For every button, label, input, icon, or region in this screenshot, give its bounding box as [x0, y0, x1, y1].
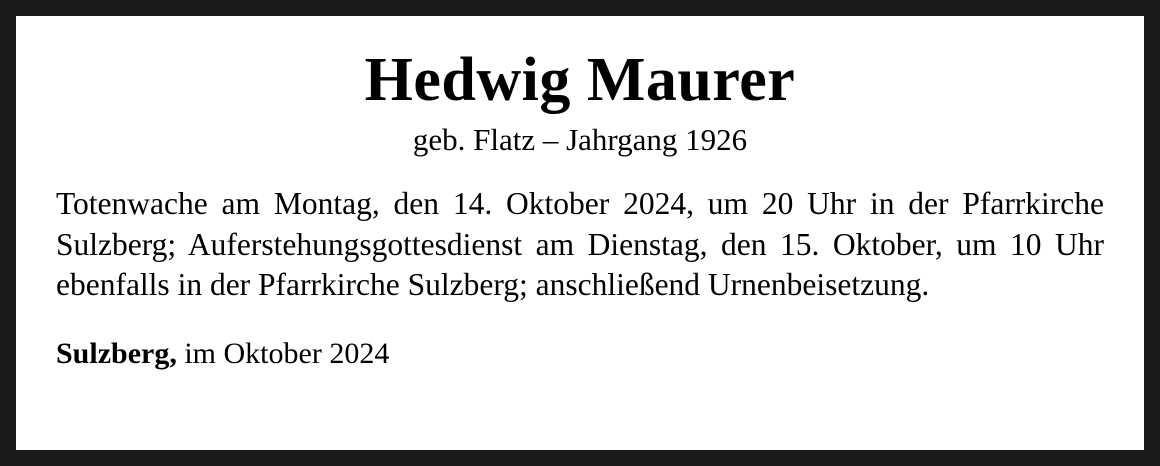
- place-label: Sulzberg,: [56, 337, 177, 371]
- deceased-subtitle: geb. Flatz – Jahrgang 1926: [412, 122, 748, 158]
- service-details-text: Totenwache am Montag, den 14. Oktober 2024, um 20 Uhr in der Pfarrkirche Sulzberg; Auferstehungsgottesdienst am Dienstag, den 15. Oktober, um 10 Uhr ebenfalls in der Pfarrkirche Sulzberg; anschließend Urnenbeisetzung.: [56, 186, 1104, 302]
- notice-inner-frame: [13, 13, 1147, 453]
- deceased-name: Hedwig Maurer: [364, 46, 796, 114]
- place-and-date-line: [56, 335, 1104, 373]
- date-label: im Oktober 2024: [176, 337, 390, 371]
